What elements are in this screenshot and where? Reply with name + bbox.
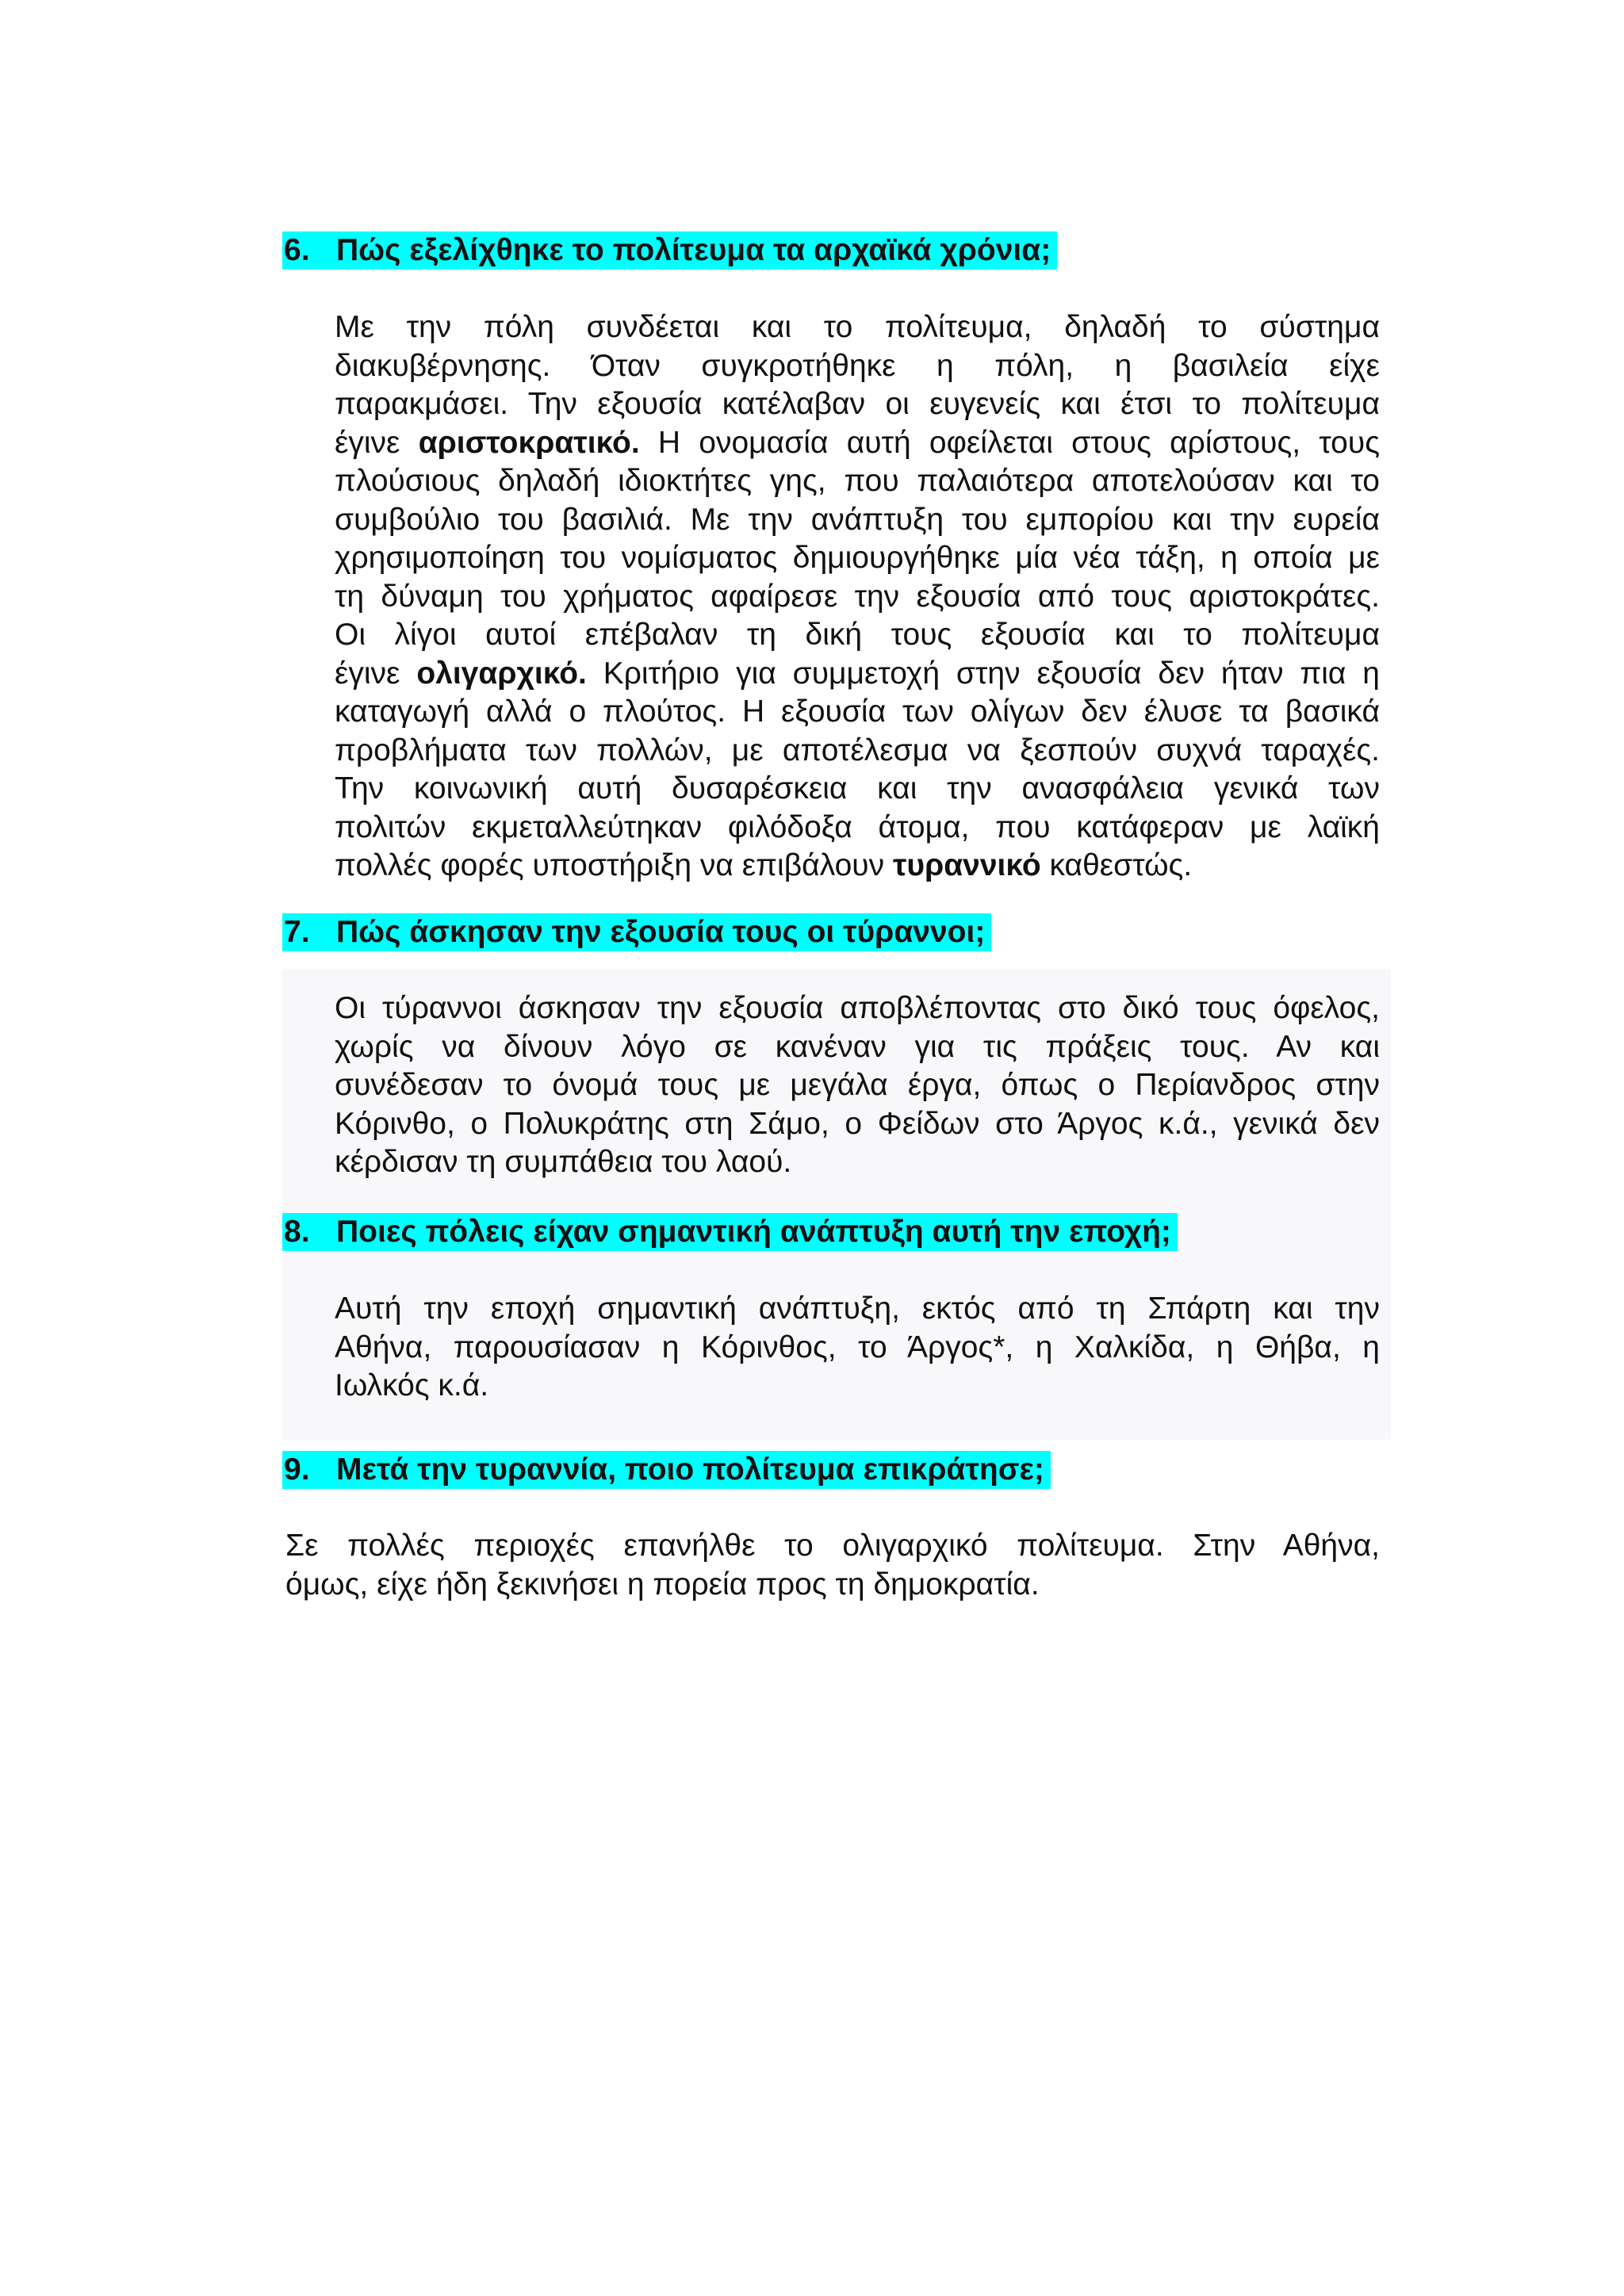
question-title: Μετά την τυραννία, ποιο πολίτευμα επικράτησε;: [336, 1452, 1044, 1487]
answer-line: Ιωλκός κ.ά.: [335, 1368, 489, 1402]
answer-line: τη δύναμη του χρήματος αφαίρεσε την εξουσία από τους αριστοκράτες.: [335, 579, 1380, 614]
answer-line: Την κοινωνική αυτή δυσαρέσκεια και την ανασφάλεια γενικά των: [335, 771, 1380, 806]
question-number: 8.: [284, 1215, 310, 1249]
answer-line: διακυβέρνησης. Όταν συγκροτήθηκε η πόλη, η βασιλεία είχε: [335, 348, 1380, 383]
answer-line: πολλές φορές υποστήριξη να επιβάλουν τυραννικό καθεστώς.: [335, 848, 1193, 882]
question-title: Πώς εξελίχθηκε το πολίτευμα τα αρχαϊκά χρόνια;: [336, 233, 1051, 267]
answer-line: καταγωγή αλλά ο πλούτος. Η εξουσία των ολίγων δεν έλυσε τα βασικά: [335, 695, 1380, 729]
answer-line: Αυτή την εποχή σημαντική ανάπτυξη, εκτός από τη Σπάρτη και την: [335, 1292, 1380, 1326]
answer-line: Σε πολλές περιοχές επανήλθε το ολιγαρχικό πολίτευμα. Στην Αθήνα,: [285, 1529, 1380, 1563]
answer-line: πολιτών εκμεταλλεύτηκαν φιλόδοξα άτομα, που κατάφεραν με λαϊκή: [335, 809, 1380, 844]
answer-line: παρακμάσει. Την εξουσία κατέλαβαν οι ευγενείς και έτσι το πολίτευμα: [335, 387, 1380, 421]
answer-6: [335, 308, 1380, 886]
answer-9: [285, 1527, 1380, 1604]
answer-line: συμβούλιο του βασιλιά. Με την ανάπτυξη του εμπορίου και την ευρεία: [335, 502, 1380, 537]
question-number: 6.: [284, 233, 310, 267]
emphasized-term: τυραννικό: [892, 848, 1041, 882]
question-heading-8: [282, 1213, 1178, 1251]
answer-line: χρησιμοποίηση του νομίσματος δημιουργήθηκε μία νέα τάξη, η οποία με: [335, 541, 1380, 575]
answer-line: έγινε αριστοκρατικό. Η ονομασία αυτή οφείλεται στους αρίστους, τους: [335, 425, 1380, 460]
answer-line: πλούσιους δηλαδή ιδιοκτήτες γης, που παλαιότερα αποτελούσαν και το: [335, 464, 1380, 498]
question-number: 9.: [284, 1452, 310, 1487]
emphasized-term: αριστοκρατικό.: [418, 425, 640, 460]
question-title: Πώς άσκησαν την εξουσία τους οι τύραννοι;: [336, 915, 986, 949]
answer-line: συνέδεσαν το όνομά τους με μεγάλα έργα, όπως ο Περίανδρος στην: [335, 1068, 1380, 1102]
answer-line: Αθήνα, παρουσίασαν η Κόρινθος, το Άργος*, η Χαλκίδα, η Θήβα, η: [335, 1330, 1380, 1364]
answer-line: έγινε ολιγαρχικό. Κριτήριο για συμμετοχή στην εξουσία δεν ήταν πια η: [335, 656, 1380, 691]
answer-line: όμως, είχε ήδη ξεκινήσει η πορεία προς τη δημοκρατία.: [285, 1567, 1040, 1601]
emphasized-term: ολιγαρχικό.: [416, 656, 587, 691]
question-title: Ποιες πόλεις είχαν σημαντική ανάπτυξη αυτή την εποχή;: [336, 1215, 1171, 1249]
answer-line: Οι λίγοι αυτοί επέβαλαν τη δική τους εξουσία και το πολίτευμα: [335, 618, 1380, 652]
question-heading-7: [282, 913, 991, 951]
answer-line: Με την πόλη συνδέεται και το πολίτευμα, δηλαδή το σύστημα: [335, 310, 1380, 344]
question-heading-9: [282, 1451, 1051, 1489]
answer-line: Κόρινθο, ο Πολυκράτης στη Σάμο, ο Φείδων στο Άργος κ.ά., γενικά δεν: [335, 1106, 1380, 1141]
answer-line: κέρδισαν τη συμπάθεια του λαού.: [335, 1145, 792, 1179]
answer-line: Οι τύραννοι άσκησαν την εξουσία αποβλέποντας στο δικό τους όφελος,: [335, 991, 1380, 1025]
answer-line: προβλήματα των πολλών, με αποτέλεσμα να ξεσπούν συχνά ταραχές.: [335, 733, 1380, 767]
question-heading-6: [282, 232, 1057, 270]
answer-7: [335, 989, 1380, 1182]
answer-line: χωρίς να δίνουν λόγο σε κανέναν για τις πράξεις τους. Αν και: [335, 1029, 1380, 1064]
answer-8: [335, 1290, 1380, 1406]
question-number: 7.: [284, 915, 310, 949]
